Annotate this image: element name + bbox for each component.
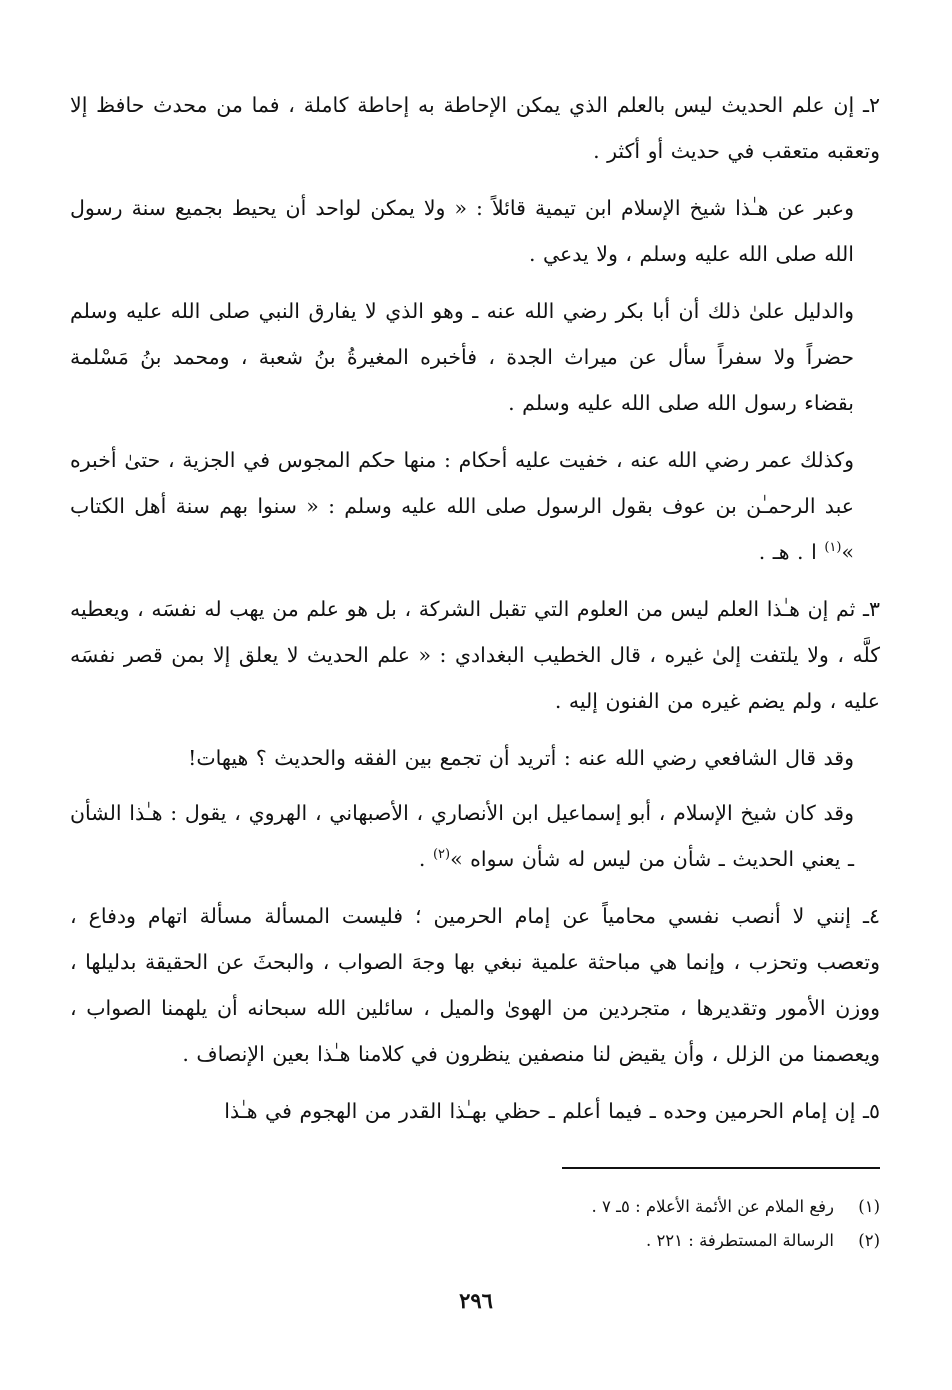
paragraph-3 <box>70 288 880 426</box>
footnote-ref-2[interactable]: (٢) <box>432 847 451 863</box>
paragraph-5-text: ٣ـ ثم إن هـٰذا العلم ليس من العلوم التي تقبل الشركة ، بل هو علم من يهب له نفسَه ، ويعطيه كلَّه ، ولا يلتفت إلىٰ غيره ، قال الخطيب البغدادي : « علم الحديث لا يعلق إلا بمن قصر نفسَه عليه ، ولم يضم غيره من الفنون إليه . <box>70 597 880 713</box>
footnote-1 <box>180 1190 880 1224</box>
paragraph-4-tail: ا . هـ . <box>758 540 825 564</box>
main-text <box>70 82 880 1145</box>
paragraph-5 <box>70 586 880 724</box>
paragraph-3-text: والدليل علىٰ ذلك أن أبا بكر رضي الله عنه ـ وهو الذي لا يفارق النبي صلى الله عليه وسلم حضراً ولا سفراً سأل عن ميراث الجدة ، فأخبره المغيرةُ بنُ شعبة ، ومحمد بنُ مَسْلمة بقضاء رسول الله صلى الله عليه وسلم . <box>70 299 854 415</box>
paragraph-6-text: وقد قال الشافعي رضي الله عنه : أتريد أن تجمع بين الفقه والحديث ؟ هيهات! <box>188 746 854 770</box>
footnotes <box>180 1190 880 1258</box>
footnote-1-text: رفع الملام عن الأئمة الأعلام : ٥ـ ٧ . <box>591 1197 834 1216</box>
footnote-2 <box>180 1224 880 1258</box>
paragraph-2-text: وعبر عن هـٰذا شيخ الإسلام ابن تيمية قائلاً : « ولا يمكن لواحد أن يحيط بجميع سنة رسول الله صلى الله عليه وسلم ، ولا يدعي . <box>70 196 854 266</box>
paragraph-1-text: ٢ـ إن علم الحديث ليس بالعلم الذي يمكن الإحاطة به إحاطة كاملة ، فما من محدث حافظ إلا وتعقبه متعقب في حديث أو أكثر . <box>70 93 880 163</box>
paragraph-7-tail: . <box>418 847 433 871</box>
paragraph-1 <box>70 82 880 174</box>
page-number: ٢٩٦ <box>459 1288 493 1313</box>
paragraph-7-text: وقد كان شيخ الإسلام ، أبو إسماعيل ابن الأنصاري ، الأصبهاني ، الهروي ، يقول : هـٰذا الشأن ـ يعني الحديث ـ شأن من ليس له شأن سواه » <box>70 801 854 871</box>
footnote-1-number: (١) <box>858 1197 880 1216</box>
footnote-2-number: (٢) <box>858 1231 880 1250</box>
paragraph-8 <box>70 893 880 1077</box>
paragraph-4-text: وكذلك عمر رضي الله عنه ، خفيت عليه أحكام : منها حكم المجوس في الجزية ، حتىٰ أخبره عبد الرحمـٰن بن عوف بقول الرسول صلى الله عليه وسلم : « سنوا بهم سنة أهل الكتاب » <box>70 448 854 564</box>
paragraph-9-text: ٥ـ إن إمام الحرمين وحده ـ فيما أعلم ـ حظي بهـٰذا القدر من الهجوم في هـٰذا <box>224 1099 880 1123</box>
paragraph-8-text: ٤ـ إنني لا أنصب نفسي محامياً عن إمام الحرمين ؛ فليست المسألة مسألة اتهام ودفاع ، وتعصب وتحزب ، وإنما هي مباحثة علمية نبغي بها وجهَ الصواب ، والبحثَ عن الحقيقة بدليلها ، ووزن الأمور وتقديرها ، متجردين من الهوىٰ والميل ، سائلين الله سبحانه أن يلهمنا الصواب ، ويعصمنا من الزلل ، وأن يقيض لنا منصفين ينظرون في كلامنا هـٰذا بعين الإنصاف . <box>70 904 880 1066</box>
footnote-separator <box>562 1167 880 1169</box>
footnote-2-text: الرسالة المستطرفة : ٢٢١ . <box>645 1231 834 1250</box>
paragraph-2 <box>70 185 880 277</box>
paragraph-4 <box>70 437 880 575</box>
footnote-ref-1[interactable]: (١) <box>824 540 842 556</box>
paragraph-9 <box>70 1088 880 1134</box>
paragraph-6 <box>70 735 880 781</box>
paragraph-7 <box>70 790 880 882</box>
